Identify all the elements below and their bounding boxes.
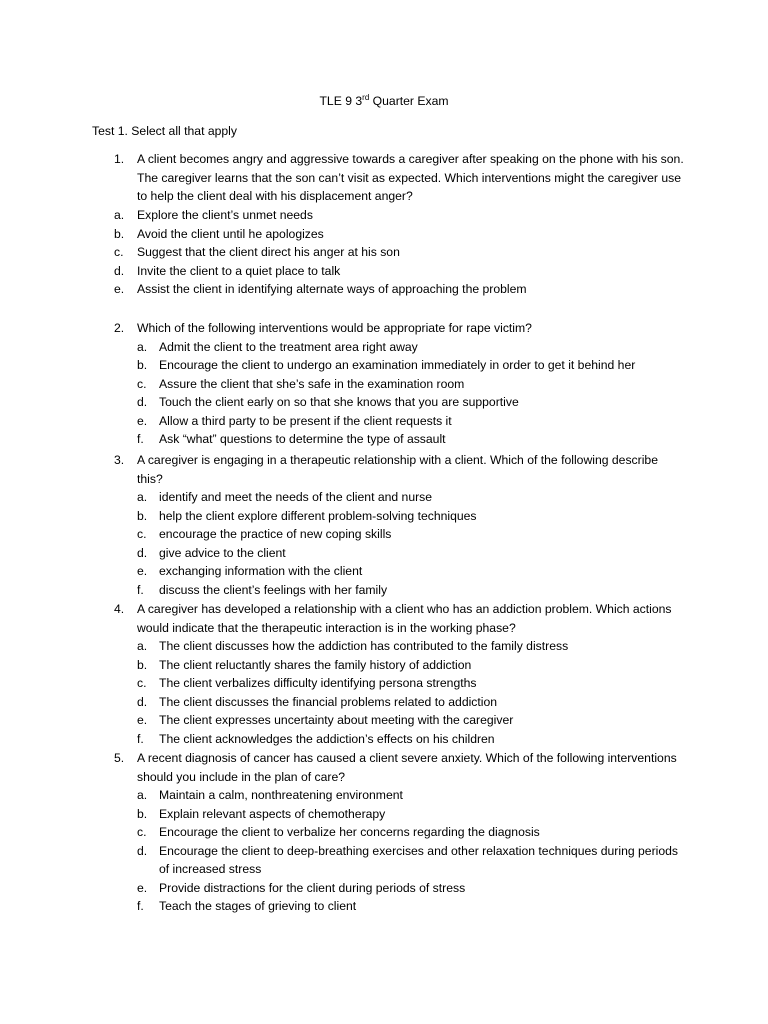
- option-text: Allow a third party to be present if the client requests it: [159, 413, 452, 428]
- option-text: discuss the client’s feelings with her family: [159, 582, 388, 597]
- option: [137, 562, 684, 581]
- option-text: The client discusses how the addiction has contributed to the family distress: [159, 639, 569, 653]
- option-text: The client expresses uncertainty about meeting with the caregiver: [159, 713, 514, 727]
- option: [114, 206, 694, 225]
- question-stem: A recent diagnosis of cancer has caused a client severe anxiety. Which of the following interventions should you include in the plan of care?: [137, 751, 677, 784]
- option-letter: b.: [114, 226, 125, 241]
- question-stem: A caregiver is engaging in a therapeutic relationship with a client. Which of the following describe this?: [137, 453, 658, 486]
- option: [137, 375, 704, 394]
- option-letter: b.: [137, 806, 148, 821]
- option-letter: c.: [137, 825, 147, 839]
- option-letter: c.: [137, 527, 147, 541]
- option-letter: e.: [137, 564, 148, 578]
- test-heading: Test 1. Select all that apply: [92, 124, 237, 138]
- option-text: Maintain a calm, nonthreatening environment: [159, 788, 403, 802]
- option-text: Encourage the client to undergo an examination immediately in order to get it behind her: [159, 358, 636, 372]
- option-letter: a.: [137, 490, 148, 504]
- option: [137, 338, 704, 357]
- option: [114, 280, 694, 299]
- question-stem: A client becomes angry and aggressive towards a caregiver after speaking on the phone with his son. The caregiver learns that the son can’t visit as expected. Which interventions might the caregiver use to help the client deal with his displacement anger?: [137, 152, 684, 203]
- option: [137, 412, 704, 431]
- option-letter: e.: [137, 880, 148, 895]
- question-5-options: [137, 786, 684, 916]
- option-text: Encourage the client to verbalize her concerns regarding the diagnosis: [159, 825, 540, 839]
- option-text: Touch the client early on so that she knows that you are supportive: [159, 395, 519, 409]
- option-letter: f.: [137, 899, 144, 913]
- option-letter: d.: [137, 694, 148, 709]
- option-text: Explore the client’s unmet needs: [137, 208, 313, 222]
- option: [137, 693, 684, 712]
- option-letter: d.: [137, 395, 148, 409]
- option-text: Provide distractions for the client during periods of stress: [159, 880, 466, 895]
- option-letter: e.: [114, 282, 125, 296]
- option: [137, 674, 684, 693]
- option-text: Explain relevant aspects of chemotherapy: [159, 806, 386, 821]
- option-letter: a.: [137, 339, 148, 354]
- option-text: Suggest that the client direct his anger at his son: [137, 245, 400, 259]
- question-4-options: [137, 637, 684, 748]
- question-number: 4.: [114, 602, 125, 616]
- option-letter: e.: [137, 413, 148, 428]
- option-letter: a.: [137, 788, 148, 802]
- title-superscript: rd: [362, 92, 370, 102]
- option-text: The client verbalizes difficulty identifying persona strengths: [159, 676, 477, 690]
- question-number: 1.: [114, 152, 125, 166]
- option: [137, 823, 684, 842]
- option-letter: b.: [137, 358, 148, 372]
- option: [137, 897, 684, 916]
- option: [114, 225, 694, 244]
- question-2-options: [137, 338, 704, 449]
- option: [137, 581, 684, 600]
- question-3: [114, 451, 684, 599]
- option-letter: c.: [137, 376, 147, 391]
- question-stem: Which of the following interventions would be appropriate for rape victim?: [137, 321, 532, 335]
- option-letter: e.: [137, 713, 148, 727]
- option: [137, 637, 684, 656]
- option-text: Avoid the client until he apologizes: [137, 226, 324, 241]
- question-number: 5.: [114, 751, 125, 765]
- option: [114, 243, 694, 262]
- option: [137, 356, 704, 375]
- option-text: Assure the client that she’s safe in the examination room: [159, 376, 465, 391]
- option: [137, 488, 684, 507]
- option: [137, 805, 684, 824]
- option-text: encourage the practice of new coping skills: [159, 527, 392, 541]
- option-text: give advice to the client: [159, 545, 286, 560]
- option-letter: f.: [137, 582, 144, 597]
- option: [137, 730, 684, 749]
- option-letter: a.: [137, 639, 148, 653]
- option-text: Admit the client to the treatment area right away: [159, 339, 418, 354]
- question-4: [114, 600, 684, 748]
- option: [137, 393, 704, 412]
- option-letter: b.: [137, 657, 148, 672]
- option-letter: f.: [137, 432, 144, 446]
- option: [137, 525, 684, 544]
- option-text: identify and meet the needs of the client and nurse: [159, 490, 433, 504]
- option-text: exchanging information with the client: [159, 564, 363, 578]
- question-1: [114, 150, 684, 206]
- question-stem: A caregiver has developed a relationship with a client who has an addiction problem. Which actions would indicate that the therapeutic interaction is in the working phase?: [137, 602, 672, 635]
- option-text: The client discusses the financial problems related to addiction: [159, 694, 498, 709]
- option: [137, 507, 684, 526]
- option-letter: f.: [137, 731, 144, 746]
- option-text: Encourage the client to deep-breathing exercises and other relaxation techniques during periods of increased stress: [159, 843, 678, 876]
- question-5: [114, 749, 684, 916]
- option: [137, 879, 684, 898]
- option-letter: b.: [137, 508, 148, 523]
- option-letter: c.: [114, 245, 124, 259]
- option-text: help the client explore different problem-solving techniques: [159, 508, 477, 523]
- option: [137, 786, 684, 805]
- option: [137, 842, 684, 879]
- question-1-options: [114, 206, 694, 299]
- option-text: Teach the stages of grieving to client: [159, 899, 357, 913]
- option: [114, 262, 694, 281]
- question-3-options: [137, 488, 684, 599]
- option: [137, 430, 704, 449]
- question-number: 3.: [114, 453, 125, 467]
- question-2: [114, 319, 704, 449]
- option-text: Invite the client to a quiet place to talk: [137, 263, 341, 278]
- option: [137, 656, 684, 675]
- option-text: The client reluctantly shares the family history of addiction: [159, 657, 472, 672]
- option-text: Ask “what” questions to determine the type of assault: [159, 432, 446, 446]
- page-title: TLE 9 3rd Quarter Exam: [319, 92, 449, 108]
- option-letter: a.: [114, 208, 125, 222]
- option: [137, 711, 684, 730]
- option-text: Assist the client in identifying alternate ways of approaching the problem: [137, 282, 527, 296]
- option-letter: d.: [137, 545, 148, 560]
- option-text: The client acknowledges the addiction’s effects on his children: [159, 731, 495, 746]
- option: [137, 544, 684, 563]
- option-letter: d.: [114, 263, 125, 278]
- question-number: 2.: [114, 321, 125, 335]
- option-letter: d.: [137, 843, 148, 858]
- option-letter: c.: [137, 676, 147, 690]
